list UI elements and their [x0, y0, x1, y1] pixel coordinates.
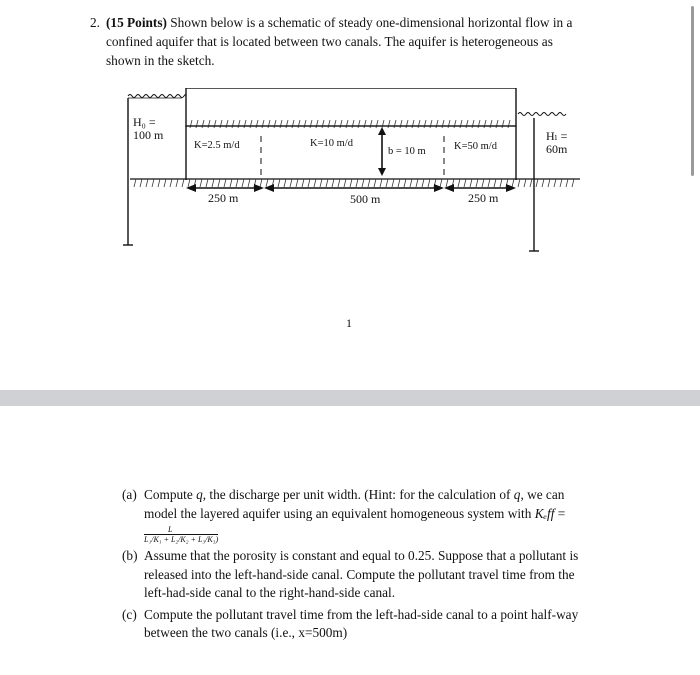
k3-label: K=50 m/d — [454, 141, 497, 152]
question-number: 2. — [90, 15, 100, 30]
k2-label: K=10 m/d — [310, 138, 353, 149]
part-b-text-2: released into the left-hand-side canal. Compute the pollutant travel time from the — [144, 566, 575, 582]
part-a — [122, 486, 602, 544]
question-line-1 — [106, 13, 616, 32]
part-b — [122, 547, 602, 603]
part-a-label: (a) — [122, 487, 137, 502]
fraction-denominator: L₁/K₁ + L₂/K₂ + L₃/K₃) — [144, 535, 219, 544]
part-a-fraction — [144, 525, 602, 544]
part-a-keff: Kₑff — [534, 505, 555, 521]
scrollbar[interactable] — [691, 6, 694, 176]
page-number: 1 — [346, 316, 352, 330]
part-a-text-1: Compute — [144, 487, 197, 502]
length-3-label: 250 m — [468, 191, 499, 205]
part-b-label: (b) — [122, 548, 138, 563]
part-a-text-4: model the layered aquifer using an equivalent homogeneous system with — [144, 505, 535, 521]
fraction-numerator: L — [168, 525, 173, 534]
hl-label: Hₗ = — [546, 129, 568, 143]
part-c-label: (c) — [122, 606, 137, 622]
part-c-text-1: Compute the pollutant travel time from the left-had-side canal to a point half-way — [144, 606, 579, 622]
length-1-label: 250 m — [208, 191, 239, 205]
question-text-1: Shown below is a schematic of steady one-dimensional horizontal flow in a — [170, 15, 573, 30]
part-b-text-3: left-had-side canal to the right-hand-side canal. — [144, 585, 396, 600]
part-a-text-2: , the discharge per unit width. (Hint: for the calculation of — [202, 487, 514, 502]
question-parts — [122, 486, 602, 646]
part-c — [122, 606, 602, 643]
part-b-text-1: Assume that the porosity is constant and equal to 0.25. Suppose that a pollutant is — [144, 548, 579, 563]
aquifer-schematic — [118, 88, 588, 258]
k1-label: K=2.5 m/d — [194, 140, 240, 151]
question-header — [90, 13, 616, 70]
hl-value: 60m — [546, 142, 568, 156]
part-a-var-q: q — [196, 487, 203, 502]
question-points: (15 Points) — [106, 15, 167, 30]
page-separator — [0, 390, 700, 406]
part-a-var-q2: q — [513, 487, 521, 502]
thickness-arrow — [378, 127, 386, 176]
thickness-label: b = 10 m — [388, 146, 426, 157]
h0-label: H₀ = — [133, 115, 156, 129]
upper-confining-layer — [186, 88, 516, 126]
part-a-equals: = — [554, 505, 566, 521]
length-2-label: 500 m — [350, 192, 381, 206]
question-line-2: confined aquifer that is located between two canals. The aquifer is heterogeneous as — [106, 34, 553, 49]
h0-value: 100 m — [133, 128, 164, 142]
part-a-text-3: , we can — [520, 487, 565, 502]
part-c-text-2: between the two canals (i.e., x=500m) — [144, 625, 348, 640]
question-line-3: shown in the sketch. — [106, 53, 215, 68]
